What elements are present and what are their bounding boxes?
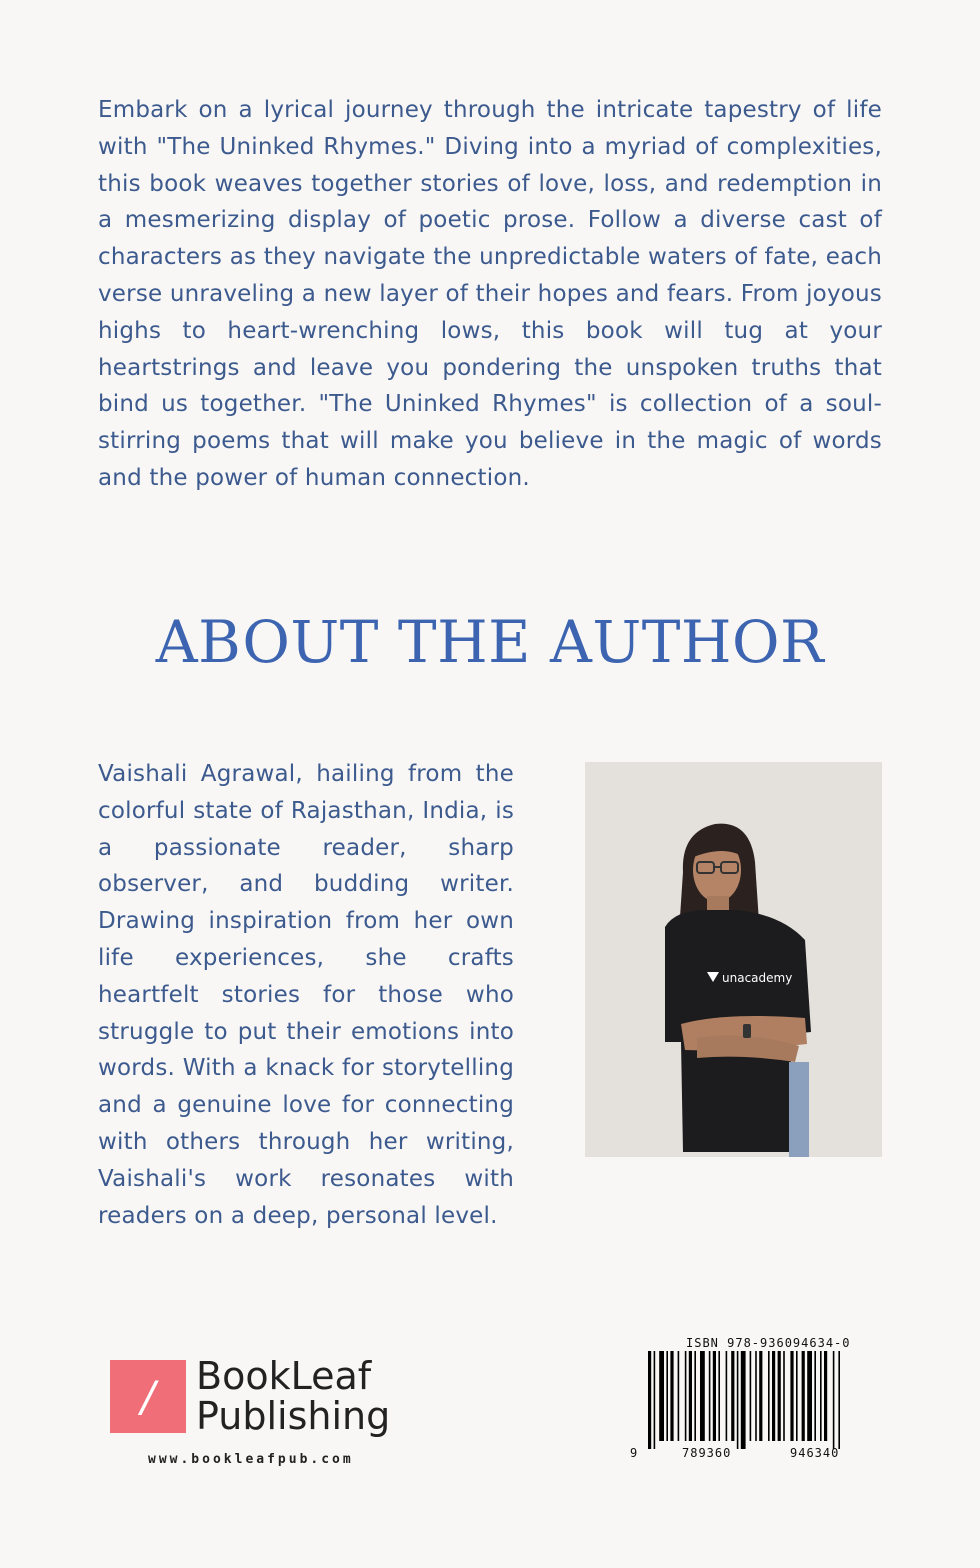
barcode-bar bbox=[670, 1351, 673, 1441]
barcode-bar bbox=[833, 1351, 835, 1449]
barcode-bar bbox=[659, 1351, 664, 1441]
logo-slash-glyph: / bbox=[140, 1372, 156, 1421]
barcode-bar bbox=[678, 1351, 680, 1441]
shirt-brand-text: unacademy bbox=[722, 971, 793, 985]
barcode-bar bbox=[820, 1351, 822, 1441]
barcode-bar bbox=[783, 1351, 785, 1441]
barcode-bar bbox=[759, 1351, 762, 1441]
barcode-bar bbox=[700, 1351, 705, 1441]
barcode-bar bbox=[838, 1351, 840, 1449]
barcode-bar bbox=[718, 1351, 720, 1441]
barcode-bar bbox=[772, 1351, 775, 1441]
barcode-digits-right: 946340 bbox=[790, 1446, 840, 1460]
publisher-name-line1: BookLeaf bbox=[196, 1354, 372, 1398]
barcode-bar bbox=[694, 1351, 696, 1441]
barcode-digit-first: 9 bbox=[630, 1446, 638, 1460]
barcode-bar bbox=[824, 1351, 827, 1441]
barcode-bar bbox=[768, 1351, 770, 1441]
author-bio: Vaishali Agrawal, hailing from the colorful state of Rajasthan, India, is a passionate reader, sharp observer, and budding writer. Drawing inspiration from her own life experiences, she crafts heartfelt stories for those who struggle to put their emotions into words. With a knack for storytelling and a genuine love for connecting with others through her writing, Vaishali's work resonates with readers on a deep, personal level. bbox=[98, 761, 514, 1229]
barcode-bar bbox=[731, 1351, 734, 1441]
barcode-digits-left: 789360 bbox=[682, 1446, 732, 1460]
barcode-bar bbox=[713, 1351, 716, 1441]
barcode-bar bbox=[726, 1351, 728, 1441]
barcode-bar bbox=[741, 1351, 746, 1449]
barcode-bar bbox=[666, 1351, 668, 1441]
barcode-bar bbox=[796, 1351, 798, 1441]
publisher-logo bbox=[110, 1354, 400, 1470]
barcode-bar bbox=[750, 1351, 752, 1441]
barcode-bars bbox=[630, 1351, 882, 1449]
barcode-bar bbox=[802, 1351, 805, 1441]
barcode-bar bbox=[814, 1351, 816, 1441]
barcode-bar bbox=[778, 1351, 781, 1441]
isbn-barcode bbox=[630, 1336, 882, 1464]
publisher-name-line2: Publishing bbox=[196, 1394, 391, 1438]
isbn-label: ISBN 978-936094634-0 bbox=[686, 1336, 851, 1350]
barcode-bar bbox=[807, 1351, 812, 1441]
barcode-bar bbox=[790, 1351, 793, 1441]
publisher-url: www.bookleafpub.com bbox=[148, 1452, 354, 1467]
barcode-bar bbox=[685, 1351, 687, 1441]
barcode-bar bbox=[755, 1351, 757, 1441]
author-photo bbox=[585, 762, 882, 1157]
barcode-bar bbox=[709, 1351, 711, 1441]
barcode-bar bbox=[737, 1351, 739, 1449]
publisher-logo-mark bbox=[110, 1360, 186, 1433]
barcode-bar bbox=[689, 1351, 692, 1441]
back-cover-blurb: Embark on a lyrical journey through the intricate tapestry of life with "The Uninked Rhymes." Diving into a myriad of complexities, this book weaves together stories of love, loss, and redemption in a mesmerizing display of poetic prose. Follow a diverse cast of characters as they navigate the unpredictable waters of fate, each verse unraveling a new layer of their hopes and fears. From joyous highs to heart-wrenching lows, this book will tug at your heartstrings and leave you pondering the unspoken truths that bind us together. "The Uninked Rhymes" is collection of a soul-stirring poems that will make you believe in the magic of words and the power of human connection. bbox=[98, 97, 882, 491]
barcode-bar bbox=[648, 1351, 651, 1449]
barcode-bar bbox=[654, 1351, 656, 1449]
about-author-heading: ABOUT THE AUTHOR bbox=[155, 608, 825, 676]
